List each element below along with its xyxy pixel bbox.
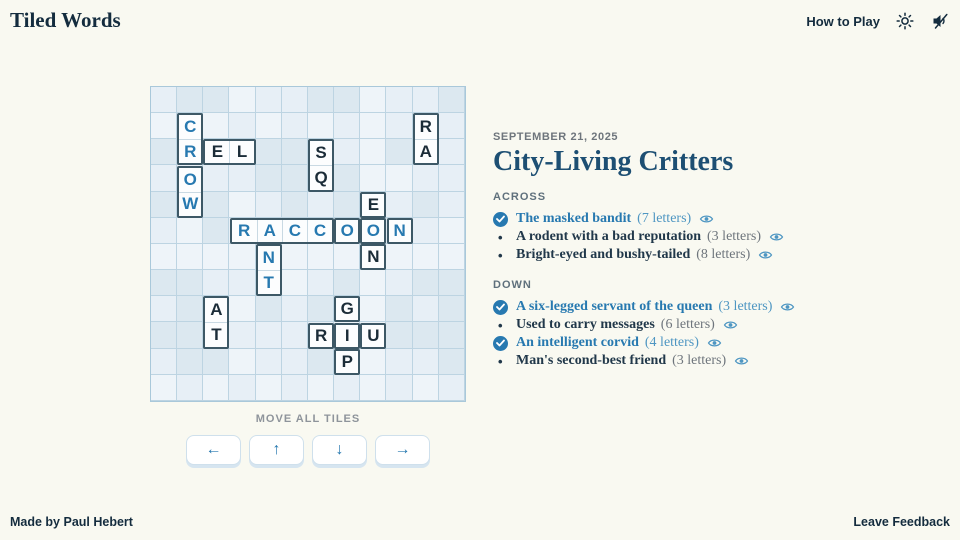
bullet-glyph: • (498, 317, 503, 333)
eye-icon[interactable] (699, 213, 714, 225)
eye-icon[interactable] (734, 355, 749, 367)
arrow-down-icon: ↓ (335, 441, 344, 458)
tile-letter[interactable]: N (367, 247, 380, 267)
clue-text: A rodent with a bad reputation (516, 229, 702, 244)
tile-letter[interactable]: I (344, 325, 350, 345)
tile-letter[interactable]: Q (310, 165, 332, 189)
arrow-up-icon: ↑ (272, 441, 281, 458)
across-clue-list (493, 210, 945, 264)
tile-letter[interactable]: A (415, 139, 437, 163)
tile-piece[interactable] (360, 192, 386, 218)
bullet-glyph: • (498, 353, 503, 369)
tile-letter[interactable]: W (179, 192, 201, 216)
check-icon-circle (493, 212, 508, 227)
tile-piece[interactable] (360, 218, 386, 244)
tile-letter[interactable]: C (184, 117, 197, 137)
clue-letter-count: (6 letters) (660, 317, 715, 332)
clue-text: Used to carry messages (516, 317, 655, 332)
bullet-icon (493, 354, 510, 369)
puzzle-title: City-Living Critters (493, 146, 734, 177)
eye-icon[interactable] (780, 301, 795, 313)
check-icon (493, 336, 510, 351)
check-icon (493, 300, 510, 315)
clue-row (493, 316, 945, 334)
tile-letter[interactable]: T (258, 270, 280, 294)
tile-letter[interactable]: A (257, 220, 282, 242)
tile-piece[interactable] (334, 349, 360, 375)
tile-letter[interactable]: R (419, 117, 432, 137)
tile-piece[interactable] (230, 218, 335, 244)
tile-piece[interactable] (177, 113, 203, 165)
clue-letter-count: (8 letters) (696, 247, 751, 262)
how-to-play-link[interactable]: How to Play (806, 13, 880, 29)
tile-piece[interactable] (203, 296, 229, 348)
bullet-icon (493, 230, 510, 245)
clue-row (493, 352, 945, 370)
tile-letter[interactable]: S (315, 143, 327, 163)
arrow-left-icon: ← (205, 441, 222, 458)
tile-letter[interactable]: R (179, 139, 201, 163)
tile-letter[interactable]: L (229, 141, 253, 163)
check-icon-circle (493, 336, 508, 351)
tile-piece[interactable] (334, 323, 360, 349)
tile-piece[interactable] (360, 244, 386, 270)
tile-letter[interactable]: C (307, 220, 332, 242)
down-label: DOWN (493, 279, 532, 291)
bullet-icon (493, 318, 510, 333)
tile-letter[interactable]: U (367, 325, 380, 345)
sound-off-icon[interactable] (930, 11, 950, 31)
down-clue-list (493, 298, 945, 370)
tile-letter[interactable]: O (183, 169, 197, 189)
tile-piece[interactable] (308, 323, 334, 349)
clue-row (493, 228, 945, 246)
clue-row (493, 298, 945, 316)
app-title: Tiled Words (10, 8, 121, 32)
tile-letter[interactable]: A (210, 300, 223, 320)
clue-text: The masked bandit (516, 211, 632, 226)
tile-letter[interactable]: O (366, 220, 381, 240)
tile-piece[interactable] (334, 296, 360, 322)
clue-text: Man's second-best friend (516, 353, 667, 368)
tile-letter[interactable]: T (205, 322, 227, 346)
tile-piece[interactable] (177, 166, 203, 218)
tile-piece[interactable] (413, 113, 439, 165)
bullet-glyph: • (498, 229, 503, 245)
eye-icon[interactable] (723, 319, 738, 331)
tile-letter[interactable]: E (367, 194, 380, 214)
move-left-button[interactable] (186, 435, 241, 465)
clue-letter-count: (3 letters) (672, 353, 727, 368)
clue-row (493, 210, 945, 228)
eye-icon[interactable] (758, 249, 773, 261)
tile-piece[interactable] (334, 218, 360, 244)
tile-letter[interactable]: C (282, 220, 307, 242)
clue-letter-count: (3 letters) (718, 299, 773, 314)
tile-letter[interactable]: O (340, 220, 354, 240)
clue-letter-count: (4 letters) (644, 335, 699, 350)
bullet-glyph: • (498, 247, 503, 263)
tile-letter[interactable]: R (314, 325, 328, 345)
check-icon-circle (493, 300, 508, 315)
clue-text: Bright-eyed and bushy-tailed (516, 247, 691, 262)
sun-icon[interactable] (895, 11, 915, 31)
move-down-button[interactable] (312, 435, 367, 465)
move-controls (150, 413, 466, 465)
tile-letter[interactable]: G (340, 299, 354, 319)
arrow-button-row (150, 435, 466, 465)
puzzle-info-panel (493, 131, 945, 370)
clue-row (493, 246, 945, 264)
leave-feedback-link[interactable]: Leave Feedback (853, 515, 950, 529)
clue-text: An intelligent corvid (516, 335, 639, 350)
top-nav (806, 11, 950, 31)
bullet-icon (493, 248, 510, 263)
tile-piece[interactable] (256, 244, 282, 296)
clue-letter-count: (3 letters) (707, 229, 762, 244)
puzzle-board (150, 86, 466, 402)
tile-pieces-layer (151, 87, 465, 401)
tile-piece[interactable] (360, 323, 386, 349)
eye-icon[interactable] (769, 231, 784, 243)
tile-letter[interactable]: R (237, 220, 251, 240)
tile-piece[interactable] (387, 218, 413, 244)
arrow-right-icon: → (394, 441, 411, 458)
clue-letter-count: (7 letters) (637, 211, 692, 226)
tile-piece[interactable] (308, 139, 334, 191)
tile-letter[interactable]: N (262, 248, 275, 268)
clue-text: A six-legged servant of the queen (516, 299, 713, 314)
tile-letter[interactable]: P (341, 351, 353, 371)
across-label: ACROSS (493, 191, 547, 203)
tile-letter[interactable]: N (393, 220, 406, 240)
credit-link[interactable]: Made by Paul Hebert (10, 515, 133, 529)
check-icon (493, 212, 510, 227)
puzzle-date: SEPTEMBER 21, 2025 (493, 131, 619, 143)
clue-row (493, 334, 945, 352)
move-up-button[interactable] (249, 435, 304, 465)
tile-letter[interactable]: E (211, 142, 224, 162)
eye-icon[interactable] (707, 337, 722, 349)
move-right-button[interactable] (375, 435, 430, 465)
move-all-tiles-label: MOVE ALL TILES (255, 413, 361, 425)
tile-piece[interactable] (203, 139, 255, 165)
